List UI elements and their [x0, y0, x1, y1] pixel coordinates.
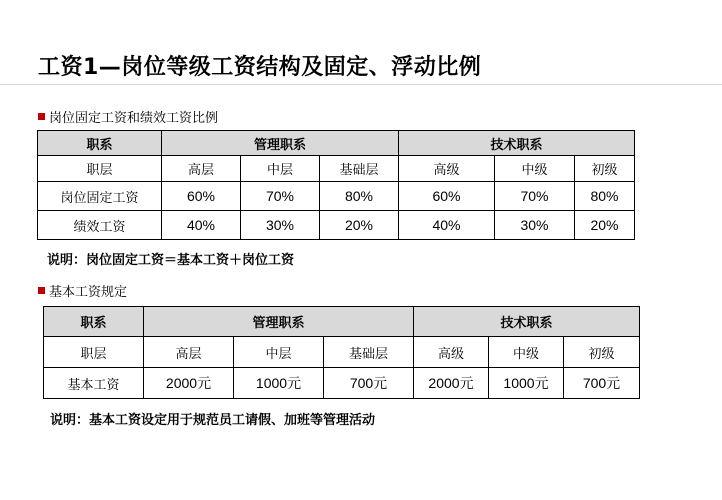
- table-row: [38, 211, 635, 240]
- square-bullet-icon: [38, 287, 45, 294]
- row-label: 职层: [38, 156, 162, 182]
- header-cell: 职系: [38, 131, 162, 156]
- table-header-row: [38, 131, 635, 156]
- table-row: [38, 156, 635, 182]
- value-cell: 80%: [320, 182, 399, 211]
- header-cell: 管理职系: [162, 131, 399, 156]
- row-label: 基本工资: [44, 368, 144, 399]
- row-label: 职层: [44, 337, 144, 368]
- row-label: 绩效工资: [38, 211, 162, 240]
- header-cell: 技术职系: [414, 307, 640, 337]
- value-cell: 30%: [495, 211, 575, 240]
- value-cell: 30%: [241, 211, 320, 240]
- value-cell: 20%: [320, 211, 399, 240]
- header-cell: 技术职系: [399, 131, 635, 156]
- section1-heading-text: 岗位固定工资和绩效工资比例: [49, 111, 219, 126]
- level-cell: 基础层: [324, 337, 414, 368]
- value-cell: 60%: [399, 182, 495, 211]
- level-cell: 初级: [564, 337, 640, 368]
- section2-heading: [38, 281, 127, 300]
- value-cell: 2000元: [414, 368, 489, 399]
- value-cell: 20%: [575, 211, 635, 240]
- row-label: 岗位固定工资: [38, 182, 162, 211]
- title-divider: [0, 84, 722, 85]
- level-cell: 高级: [414, 337, 489, 368]
- value-cell: 70%: [241, 182, 320, 211]
- level-cell: 基础层: [320, 156, 399, 182]
- level-cell: 高层: [144, 337, 234, 368]
- table-row: [44, 368, 640, 399]
- value-cell: 80%: [575, 182, 635, 211]
- table-row: [38, 182, 635, 211]
- page-title: 工资1—岗位等级工资结构及固定、浮动比例: [38, 55, 482, 80]
- base-salary-table: [43, 306, 640, 399]
- value-cell: 700元: [324, 368, 414, 399]
- level-cell: 中层: [234, 337, 324, 368]
- value-cell: 1000元: [234, 368, 324, 399]
- table-header-row: [44, 307, 640, 337]
- value-cell: 700元: [564, 368, 640, 399]
- level-cell: 初级: [575, 156, 635, 182]
- value-cell: 70%: [495, 182, 575, 211]
- value-cell: 1000元: [489, 368, 564, 399]
- ratio-table: [37, 130, 635, 240]
- value-cell: 2000元: [144, 368, 234, 399]
- level-cell: 高层: [162, 156, 241, 182]
- level-cell: 中级: [489, 337, 564, 368]
- section1-heading: [38, 107, 218, 126]
- value-cell: 40%: [399, 211, 495, 240]
- value-cell: 60%: [162, 182, 241, 211]
- table-row: [44, 337, 640, 368]
- header-cell: 管理职系: [144, 307, 414, 337]
- value-cell: 40%: [162, 211, 241, 240]
- section1-note: 说明：岗位固定工资＝基本工资＋岗位工资: [47, 253, 295, 268]
- level-cell: 高级: [399, 156, 495, 182]
- square-bullet-icon: [38, 113, 45, 120]
- section2-heading-text: 基本工资规定: [49, 285, 128, 300]
- header-cell: 职系: [44, 307, 144, 337]
- level-cell: 中层: [241, 156, 320, 182]
- section2-note: 说明：基本工资设定用于规范员工请假、加班等管理活动: [50, 413, 376, 428]
- level-cell: 中级: [495, 156, 575, 182]
